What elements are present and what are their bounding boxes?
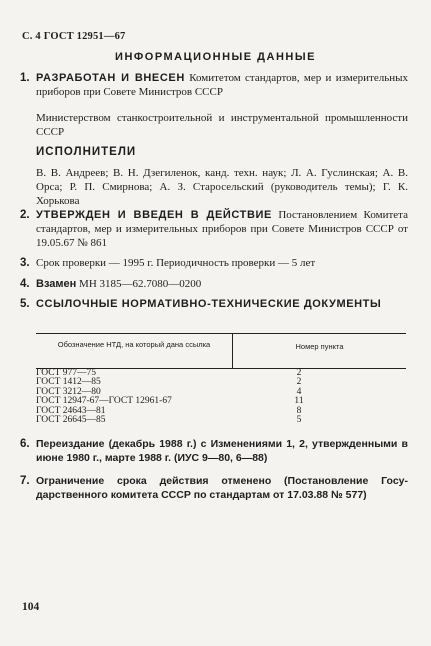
- table-cell-clause: 2: [296, 377, 302, 388]
- reference-table-header: [36, 333, 406, 369]
- item-5-lead: ССЫЛОЧНЫЕ НОРМАТИВНО-ТЕХНИЧЕСКИЕ ДОКУМЕНТЫ: [36, 298, 382, 310]
- item-5: [20, 297, 408, 311]
- table-cell-clause: 5: [296, 414, 302, 425]
- table-cell-clause: 8: [296, 405, 302, 416]
- item-1-number: 1.: [20, 72, 30, 84]
- item-6-number: 6.: [20, 438, 30, 450]
- section-title: ИНФОРМАЦИОННЫЕ ДАННЫЕ: [115, 51, 316, 63]
- item-2-text: Постановлением Комитета стандартов, мер и измерительных приборов при Совете Министров СССР от 19.05.67 № 861: [36, 209, 408, 249]
- executors-heading: ИСПОЛНИТЕЛИ: [36, 146, 137, 158]
- item-3: [20, 256, 408, 270]
- item-2-lead: УТВЕРЖДЕН И ВВЕДЕН В ДЕЙСТВИЕ: [36, 209, 272, 221]
- item-5-number: 5.: [20, 298, 30, 310]
- item-4-number: 4.: [20, 278, 30, 290]
- table-cell-clause: 4: [296, 386, 302, 397]
- item-6: [20, 437, 408, 465]
- item-1-ministry: Министерством станкостроительной и инструментальной промышленности СССР: [36, 112, 408, 138]
- page-number: 104: [22, 601, 40, 613]
- item-4-bold: Взамен: [36, 278, 77, 290]
- table-cell-document: ГОСТ 26645—85: [36, 414, 106, 425]
- item-7: [20, 474, 408, 502]
- item-1: [20, 71, 409, 99]
- table-row: [36, 416, 406, 425]
- item-6-text: Переиздание (декабрь 1988 г.) с Изменениями 1, 2, утвержденными в июне 1980 г., марте 1988 г. (ИУС 9—80, 6—88): [36, 438, 408, 464]
- item-4-text: МН 3185—62.7080—0200: [76, 278, 202, 290]
- reference-table-body: [36, 369, 406, 425]
- item-7-text: Ограничение срока действия отменено (Постановление Государственного комитета СССР по стандартам от 17.03.88 № 577): [36, 475, 408, 501]
- table-cell-document: ГОСТ 1412—85: [36, 377, 101, 388]
- item-3-number: 3.: [20, 257, 30, 269]
- table-cell-document: ГОСТ 24643—81: [36, 405, 106, 416]
- item-1-text: Комитетом стандартов, мер и измерительных приборов при Совете Министров СССР: [36, 72, 409, 98]
- table-cell-clause: 11: [294, 396, 304, 407]
- item-1-lead: РАЗРАБОТАН И ВНЕСЕН: [36, 72, 185, 84]
- table-cell-clause: 2: [296, 368, 302, 378]
- executors-list: В. В. Андреев; В. Н. Дзегиленок, канд. техн. наук; Л. А. Гуслинская; А. В. Орса; Р. П. Смирнова; А. З. Старосельский (руководитель темы); Г. К. Хорькова: [36, 167, 408, 207]
- item-2-number: 2.: [20, 209, 30, 221]
- item-4: [20, 277, 408, 291]
- page-header: С. 4 ГОСТ 12951—67: [22, 31, 126, 42]
- table-cell-document: ГОСТ 12947-67—ГОСТ 12961-67: [36, 396, 172, 407]
- table-cell-document: ГОСТ 3212—80: [36, 386, 101, 397]
- table-header-clause: Номер пункта: [295, 342, 344, 351]
- table-header-document: Обозначение НТД, на который дана ссылка: [57, 340, 211, 349]
- table-cell-document: ГОСТ 977—75: [36, 368, 96, 378]
- item-7-number: 7.: [20, 475, 30, 487]
- table-column-divider: [232, 334, 233, 368]
- item-3-text: Срок проверки — 1995 г. Периодичность проверки — 5 лет: [36, 257, 316, 269]
- item-2: [20, 208, 408, 250]
